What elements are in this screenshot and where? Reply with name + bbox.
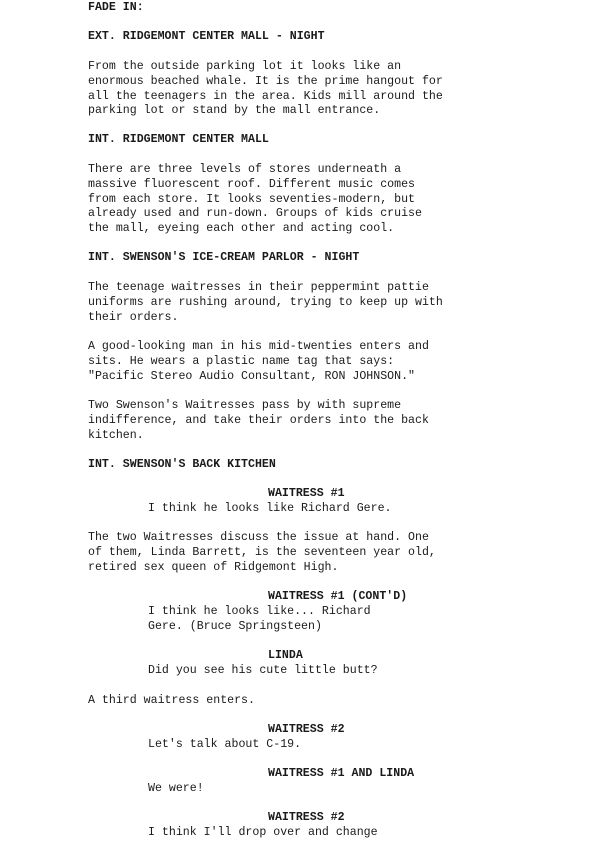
character-cue: WAITRESS #2 — [268, 811, 345, 824]
dialogue: I think he looks like Richard Gere. — [148, 502, 392, 515]
character-cue: WAITRESS #1 AND LINDA — [268, 767, 415, 780]
action-text: There are three levels of stores underneath a massive fluorescent roof. Different music comes from each store. It looks seventies-modern, but already used and run-down. Groups of kids cruise the mall, eyeing each other and acting cool. — [88, 163, 422, 236]
character-cue: LINDA — [268, 649, 303, 662]
transition: FADE IN: — [88, 1, 144, 14]
dialogue: I think he looks like... Richard Gere. (Bruce Springsteen) — [148, 605, 371, 633]
scene-heading: INT. RIDGEMONT CENTER MALL — [88, 133, 269, 146]
character-cue: WAITRESS #1 — [268, 487, 345, 500]
dialogue: Let's talk about C-19. — [148, 738, 302, 751]
scene-heading: INT. SWENSON'S ICE-CREAM PARLOR - NIGHT — [88, 251, 360, 264]
dialogue: I think I'll drop over and change — [148, 826, 378, 839]
dialogue: Did you see his cute little butt? — [148, 664, 378, 677]
scene-heading: INT. SWENSON'S BACK KITCHEN — [88, 458, 276, 471]
dialogue: We were! — [148, 782, 204, 795]
action-text: A good-looking man in his mid-twenties enters and sits. He wears a plastic name tag that says: "Pacific Stereo Audio Consultant, RON JOHNSON." — [88, 340, 429, 383]
action-text: The teenage waitresses in their peppermint pattie uniforms are rushing around, trying to keep up with their orders. — [88, 281, 443, 324]
scene-heading: EXT. RIDGEMONT CENTER MALL - NIGHT — [88, 30, 325, 43]
action-text: The two Waitresses discuss the issue at hand. One of them, Linda Barrett, is the seventeen year old, retired sex queen of Ridgemont High. — [88, 531, 436, 574]
character-cue: WAITRESS #1 (CONT'D) — [268, 590, 408, 603]
action-text: From the outside parking lot it looks like an enormous beached whale. It is the prime hangout for all the teenagers in the area. Kids mill around the parking lot or stand by the mall entrance. — [88, 60, 443, 118]
action-text: Two Swenson's Waitresses pass by with supreme indifference, and take their orders into the back kitchen. — [88, 399, 429, 442]
action-text: A third waitress enters. — [88, 694, 255, 707]
character-cue: WAITRESS #2 — [268, 723, 345, 736]
